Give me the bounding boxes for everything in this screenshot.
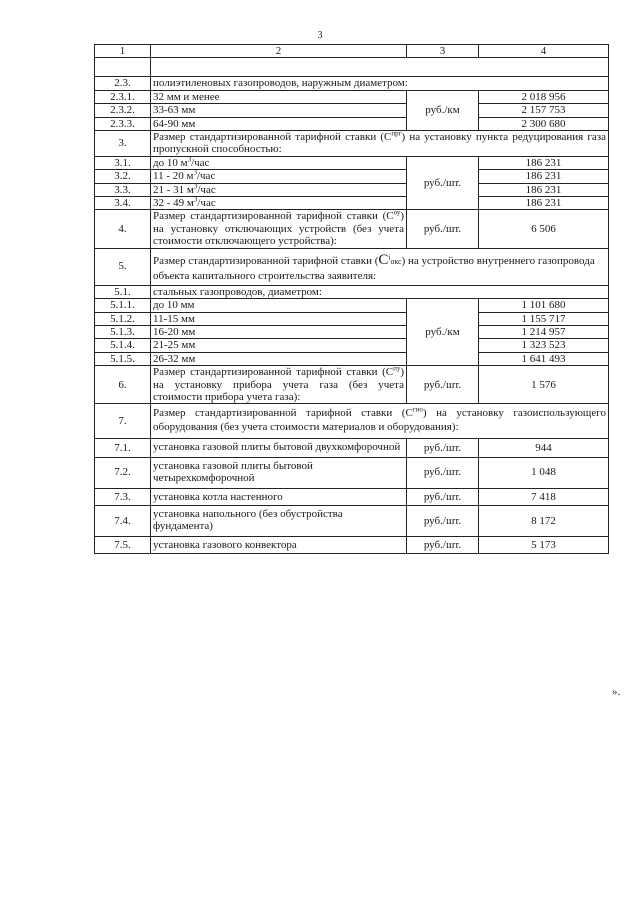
table-row — [95, 90, 609, 103]
unit-cell: руб./км — [407, 90, 479, 130]
row-value: 1 214 957 — [479, 325, 609, 338]
unit-cell: руб./шт. — [407, 536, 479, 553]
row-description: полиэтиленовых газопроводов, наружным диаметром: — [151, 77, 609, 90]
row-number: 5.1. — [95, 285, 151, 298]
row-value: 8 172 — [479, 505, 609, 536]
row-number: 7.5. — [95, 536, 151, 553]
row-description: 33-63 мм — [151, 104, 407, 117]
table-row — [95, 285, 609, 298]
row-number: 5.1.5. — [95, 352, 151, 365]
closing-quote: ». — [612, 686, 621, 698]
blank-row — [95, 58, 609, 77]
header-row — [95, 45, 609, 58]
row-number: 2.3.2. — [95, 104, 151, 117]
table-row — [95, 183, 609, 196]
row-description: установка котла настенного — [151, 488, 407, 505]
header-cell-3: 3 — [407, 45, 479, 58]
row-value: 5 173 — [479, 536, 609, 553]
row-value: 1 576 — [479, 366, 609, 404]
header-cell-2: 2 — [151, 45, 407, 58]
unit-cell: руб./шт. — [407, 488, 479, 505]
table-row — [95, 488, 609, 505]
row-value: 186 231 — [479, 156, 609, 169]
row-number: 5.1.3. — [95, 325, 151, 338]
row-value: 186 231 — [479, 197, 609, 210]
row-description: 21 - 31 $м^3$/час — [151, 183, 407, 196]
row-description: Размер стандартизированной тарифной ставки $(С^{оу})$ на установку отключающих устройств (без учета стоимости отключающего устройства): — [151, 210, 407, 248]
table-row — [95, 312, 609, 325]
row-value: 2 300 680 — [479, 117, 609, 130]
row-description: установка газового конвектора — [151, 536, 407, 553]
row-value: 1 101 680 — [479, 299, 609, 312]
row-number: 5. — [95, 248, 151, 285]
row-number: 5.1.2. — [95, 312, 151, 325]
table-row — [95, 352, 609, 365]
unit-cell: руб./шт. — [407, 505, 479, 536]
unit-cell: руб./шт. — [407, 457, 479, 488]
row-description: 21-25 мм — [151, 339, 407, 352]
c-symbol: C — [378, 251, 389, 268]
row-number: 2.3.1. — [95, 90, 151, 103]
row-number: 6. — [95, 366, 151, 404]
row-description: Размер стандартизированной тарифной ставки $(С^{гио})$ на установку газоиспользующего оборудования (без учета стоимости материалов и оборудования): — [151, 404, 609, 439]
table-row — [95, 131, 609, 157]
table-row — [95, 210, 609, 248]
row-number: 5.1.1. — [95, 299, 151, 312]
row-description: 11 - 20 $м^3$/час — [151, 170, 407, 183]
row-description: до 10 $м^3$/час — [151, 156, 407, 169]
unit-cell: руб./шт. — [407, 156, 479, 210]
tariff-table — [94, 44, 609, 554]
table-row — [95, 366, 609, 404]
row-description: 32 мм и менее — [151, 90, 407, 103]
unit-cell: руб./шт. — [407, 210, 479, 248]
row-value: 944 — [479, 439, 609, 457]
row-description: Размер стандартизированной тарифной ставки $(С^{прг})$ на установку пункта редуцирования газа пропускной способностью: — [151, 131, 609, 157]
table-row — [95, 339, 609, 352]
row-value: 1 641 493 — [479, 352, 609, 365]
row-value: 6 506 — [479, 210, 609, 248]
row-description: до 10 мм — [151, 299, 407, 312]
table-row — [95, 404, 609, 439]
row-description: стальных газопроводов, диаметром: — [151, 285, 609, 298]
row-value: 1 323 523 — [479, 339, 609, 352]
table-row — [95, 156, 609, 169]
row-description: Размер стандартизированной тарифной ставки $(C^iокс)$ на устройство внутреннего газопровода объекта капитального строительства заявителя: — [151, 248, 609, 285]
row-number: 2.3.3. — [95, 117, 151, 130]
page-number: 3 — [317, 30, 323, 41]
row-number: 4. — [95, 210, 151, 248]
row-description: установка напольного (без обустройства фундамента) — [151, 505, 407, 536]
table-row — [95, 536, 609, 553]
table-row — [95, 170, 609, 183]
table-row — [95, 104, 609, 117]
row-number: 3.1. — [95, 156, 151, 169]
row-number: 3.2. — [95, 170, 151, 183]
row-value: 186 231 — [479, 183, 609, 196]
row-number: 7.2. — [95, 457, 151, 488]
row-value: 1 048 — [479, 457, 609, 488]
row-description: 11-15 мм — [151, 312, 407, 325]
table-row — [95, 248, 609, 285]
row-value: 7 418 — [479, 488, 609, 505]
row-description: 16-20 мм — [151, 325, 407, 338]
header-cell-1: 1 — [95, 45, 151, 58]
row-number: 7.3. — [95, 488, 151, 505]
table-row — [95, 457, 609, 488]
row-description: установка газовой плиты бытовой двухкомфорочной — [151, 439, 407, 457]
row-number: 7.4. — [95, 505, 151, 536]
header-cell-4: 4 — [479, 45, 609, 58]
row-number: 3. — [95, 131, 151, 157]
blank-cell — [151, 58, 609, 77]
row-number: 5.1.4. — [95, 339, 151, 352]
table-row — [95, 439, 609, 457]
unit-cell: руб./шт. — [407, 439, 479, 457]
table-row — [95, 197, 609, 210]
table-row — [95, 325, 609, 338]
row-value: 1 155 717 — [479, 312, 609, 325]
table-row — [95, 77, 609, 90]
blank-cell — [95, 58, 151, 77]
row-number: 7. — [95, 404, 151, 439]
row-value: 2 018 956 — [479, 90, 609, 103]
table-row — [95, 299, 609, 312]
row-description: Размер стандартизированной тарифной ставки $(С^{пу})$ на установку прибора учета газа (без учета стоимости прибора учета газа): — [151, 366, 407, 404]
row-value: 186 231 — [479, 170, 609, 183]
row-number: 2.3. — [95, 77, 151, 90]
row-description: 26-32 мм — [151, 352, 407, 365]
row-value: 2 157 753 — [479, 104, 609, 117]
row-description: установка газовой плиты бытовой четырехкомфорочной — [151, 457, 407, 488]
row-number: 3.3. — [95, 183, 151, 196]
unit-cell: руб./шт. — [407, 366, 479, 404]
row-description: 32 - 49 $м^3$/час — [151, 197, 407, 210]
unit-cell: руб./км — [407, 299, 479, 366]
table-row — [95, 505, 609, 536]
table-row — [95, 117, 609, 130]
row-number: 7.1. — [95, 439, 151, 457]
row-number: 3.4. — [95, 197, 151, 210]
row-description: 64-90 мм — [151, 117, 407, 130]
